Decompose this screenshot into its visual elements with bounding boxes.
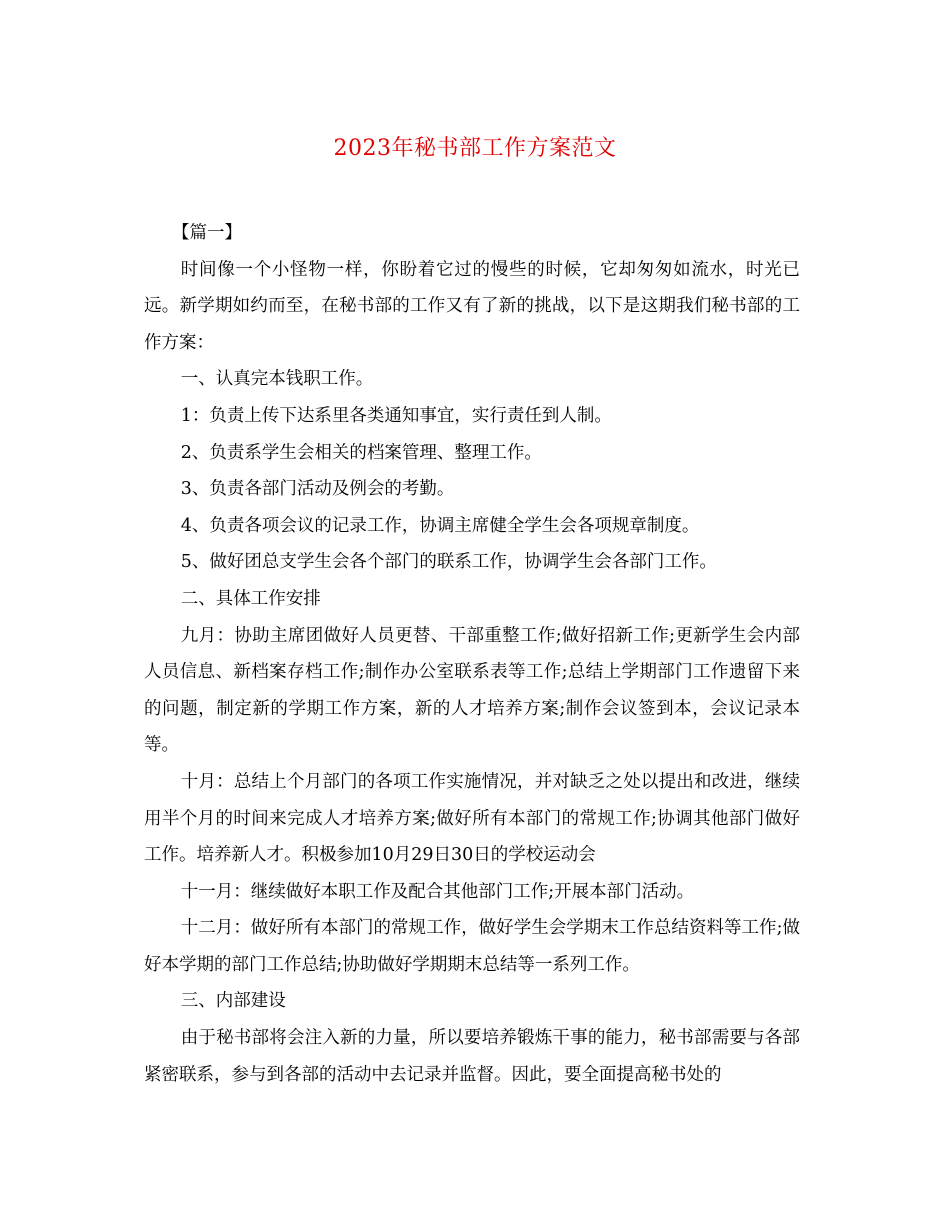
paragraph-october: 十月：总结上个月部门的各项工作实施情况，并对缺乏之处以提出和改进，继续用半个月的时间来完成人才培养方案;做好所有本部门的常规工作;协调其他部门做好工作。培养新人才。积极参加10月29日30日的学校运动会 xyxy=(144,771,800,866)
paragraph-item-1: 1：负责上传下达系里各类通知事宜，实行责任到人制。 xyxy=(180,405,612,426)
paragraph-item-2: 2、负责系学生会相关的档案管理、整理工作。 xyxy=(180,442,542,463)
paragraph-item-5: 5、做好团总支学生会各个部门的联系工作，协调学生会各部门工作。 xyxy=(180,552,717,573)
paragraph-item-4: 4、负责各项会议的记录工作，协调主席健全学生会各项规章制度。 xyxy=(180,515,700,536)
paragraph-internal-building: 由于秘书部将会注入新的力量，所以要培养锻炼干事的能力，秘书部需要与各部紧密联系，参与到各部的活动中去记录并监督。因此，要全面提高秘书处的 xyxy=(144,1028,800,1085)
paragraph-item-3: 3、负责各部门活动及例会的考勤。 xyxy=(180,479,455,500)
paragraph-december: 十二月：做好所有本部门的常规工作，做好学生会学期末工作总结资料等工作;做好本学期的部门工作总结;协助做好学期期末总结等一系列工作。 xyxy=(144,918,800,975)
document-body xyxy=(144,215,800,1093)
document-title: 2023年秘书部工作方案范文 xyxy=(333,136,617,161)
paragraph-heading-2: 二、具体工作安排 xyxy=(180,588,321,609)
section-label: 【篇一】 xyxy=(172,223,242,243)
paragraph-september: 九月：协助主席团做好人员更替、干部重整工作;做好招新工作;更新学生会内部人员信息、新档案存档工作;制作办公室联系表等工作;总结上学期部门工作遗留下来的问题，制定新的学期工作方案，新的人才培养方案;制作会议签到本，会议记录本等。 xyxy=(144,625,800,756)
paragraph-november: 十一月：继续做好本职工作及配合其他部门工作;开展本部门活动。 xyxy=(180,881,695,902)
paragraph-heading-1: 一、认真完本钱职工作。 xyxy=(180,369,374,390)
paragraph-heading-3: 三、内部建设 xyxy=(180,991,286,1012)
paragraph-intro: 时间像一个小怪物一样，你盼着它过的慢些的时候，它却匆匆如流水，时光已远。新学期如约而至，在秘书部的工作又有了新的挑战，以下是这期我们秘书部的工作方案： xyxy=(144,259,800,353)
